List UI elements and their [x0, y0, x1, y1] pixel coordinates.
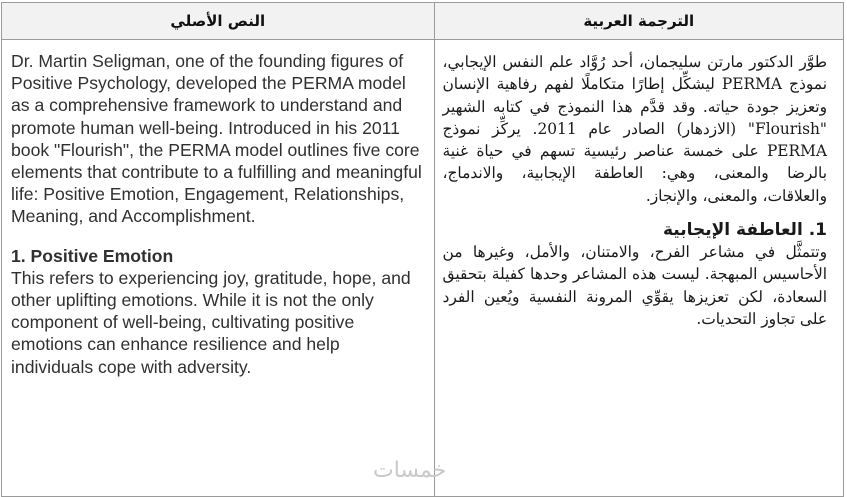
paragraph-spacer: [11, 228, 426, 245]
arabic-translation-cell: [434, 40, 844, 497]
translation-intro-paragraph: طوَّر الدكتور مارتن سليجمان، أحد رُوَّاد علم النفس الإيجابي، نموذج PERMA ليشكِّل إطارًا متكاملًا لفهم رفاهية الإنسان وتعزيز جودة حياته. وقد قدَّم هذا النموذج في كتابه الشهير "Flourish" (الازدهار) الصادر عام 2011. يركِّز نموذج PERMA على خمسة عناصر رئيسية تسهم في حياة غنية بالرضا والمعنى، وهي: العاطفة الإيجابية، والاندماج، والعلاقات، والمعنى، والإنجاز.: [442, 53, 827, 205]
original-intro-paragraph: Dr. Martin Seligman, one of the founding figures of Positive Psychology, developed the PERMA model as a comprehensive framework to understand and promote human well-being. Introduced in his 2011 book "Flourish", the PERMA model outlines five core elements that contribute to a fulfilling and meaningful life: Positive Emotion, Engagement, Relationships, Meaning, and Accomplishment.: [11, 51, 422, 227]
table-content-row: [2, 40, 844, 497]
original-text-cell: [2, 40, 435, 497]
original-text-header: النص الأصلي: [2, 3, 435, 40]
translation-section-heading: 1. العاطفة الإيجابية: [662, 220, 827, 241]
translation-section-body: وتتمثَّل في مشاعر الفرح، والامتنان، والأمل، وغيرها من الأحاسيس المبهجة. ليست هذه المشاعر وحدها كفيلة بتحقيق السعادة، لكن تعزيزها يقوِّي المرونة النفسية ويُعين الفرد على تجاوز التحديات.: [442, 243, 827, 328]
khamsat-watermark: خمسات: [373, 458, 447, 483]
table-header-row: [2, 3, 844, 40]
translation-table: [1, 2, 844, 497]
original-section-heading: 1. Positive Emotion: [11, 245, 174, 266]
paragraph-spacer: [443, 207, 828, 219]
arabic-translation-header: الترجمة العربية: [434, 3, 844, 40]
original-section-body: This refers to experiencing joy, gratitude, hope, and other uplifting emotions. While it is not the only component of well-being, cultivating positive emotions can enhance resilience and help individuals cope with adversity.: [11, 267, 411, 377]
